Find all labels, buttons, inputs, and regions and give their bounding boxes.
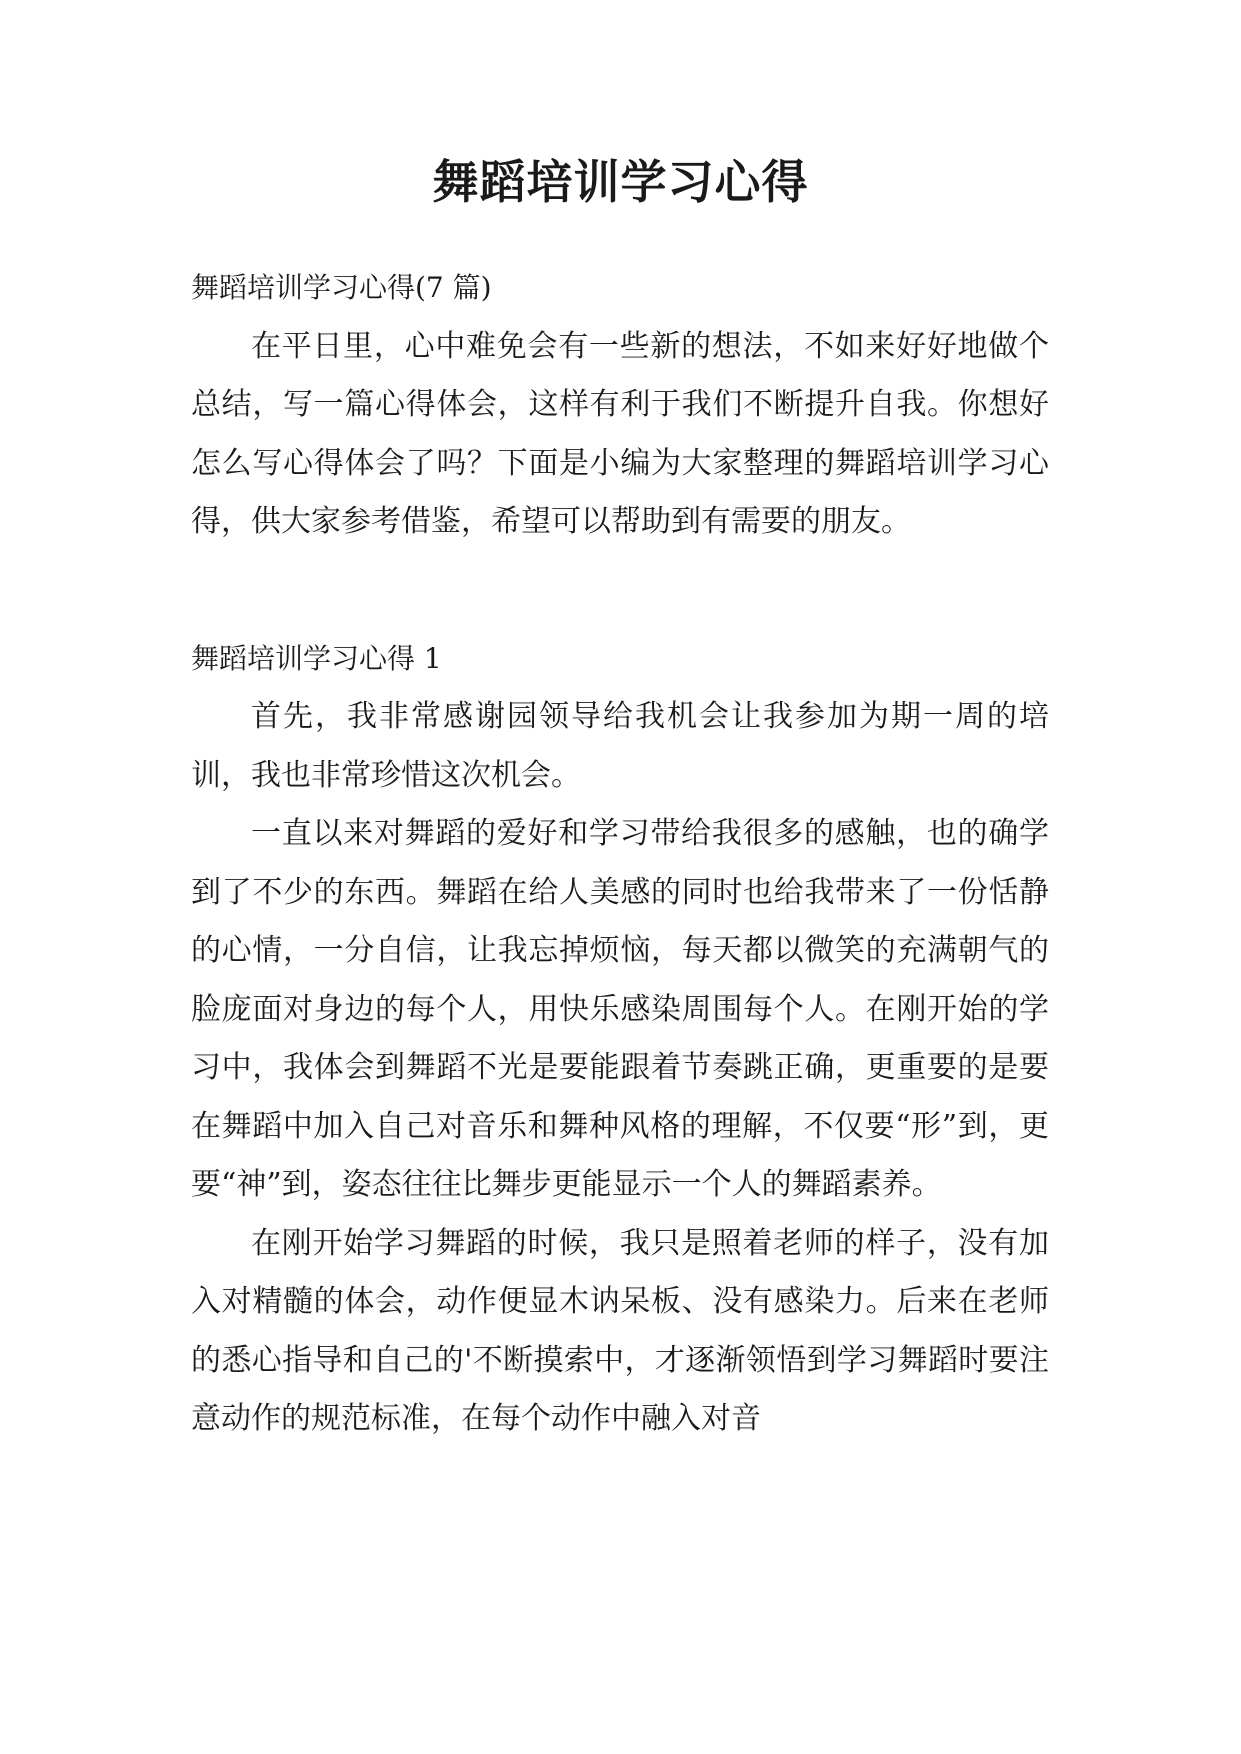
- section-spacer: [191, 552, 1049, 630]
- section-heading: 舞蹈培训学习心得 1: [191, 641, 442, 675]
- body-paragraph: 在刚开始学习舞蹈的时候，我只是照着老师的样子，没有加入对精髓的体会，动作便显木讷呆板、没有感染力。后来在老师的悉心指导和自己的'不断摸索中，才逐渐领悟到学习舞蹈时要注意动作的规范标准，在每个动作中融入对音: [191, 1225, 1049, 1436]
- intro-heading: 舞蹈培训学习心得(7 篇): [191, 271, 492, 304]
- body-paragraph: 首先，我非常感谢园领导给我机会让我参加为期一周的培训，我也非常珍惜这次机会。: [191, 699, 1049, 793]
- intro-paragraph: 在平日里，心中难免会有一些新的想法，不如来好好地做个总结，写一篇心得体会，这样有利于我们不断提升自我。你想好怎么写心得体会了吗？下面是小编为大家整理的舞蹈培训学习心得，供大家参考借鉴，希望可以帮助到有需要的朋友。: [191, 328, 1049, 539]
- body-paragraph: 一直以来对舞蹈的爱好和学习带给我很多的感触，也的确学到了不少的东西。舞蹈在给人美感的同时也给我带来了一份恬静的心情，一分自信，让我忘掉烦恼，每天都以微笑的充满朝气的脸庞面对身边的每个人，用快乐感染周围每个人。在刚开始的学习中，我体会到舞蹈不光是要能跟着节奏跳正确，更重要的是要在舞蹈中加入自己对音乐和舞种风格的理解，不仅要“形”到，更要“神”到，姿态往往比舞步更能显示一个人的舞蹈素养。: [191, 816, 1049, 1202]
- document-body: [191, 259, 1049, 1449]
- document-title: 舞蹈培训学习心得: [432, 155, 809, 209]
